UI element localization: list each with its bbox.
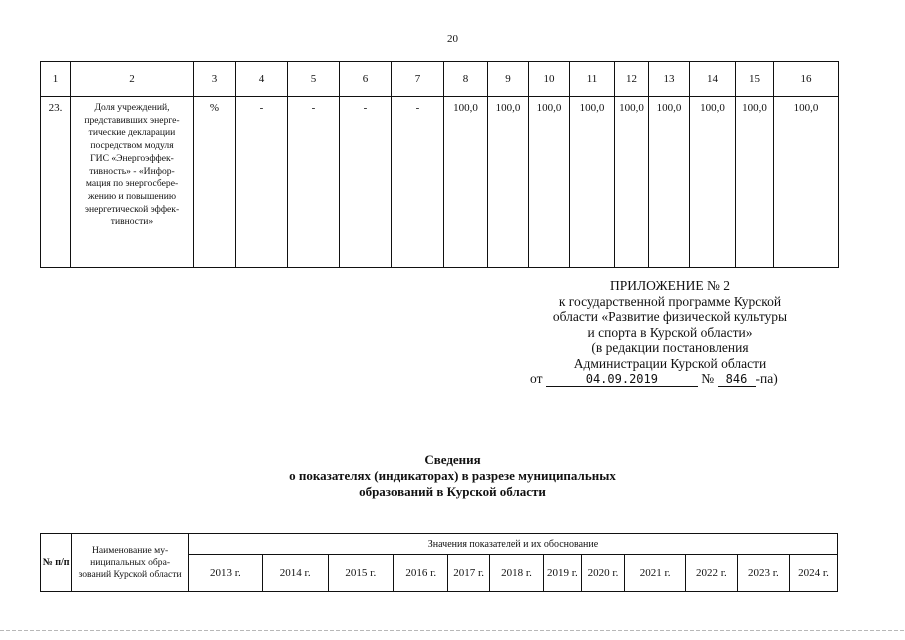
row-number: 23. [41, 97, 71, 268]
appendix-line: и спорта в Курской области» [587, 324, 753, 340]
value-cell: 100,0 [649, 97, 690, 268]
resolution-date: 04.09.2019 [546, 373, 698, 387]
year-header: 2015 г. [328, 555, 394, 592]
date-prefix: от [530, 371, 543, 386]
name-line: тические декларации [88, 127, 176, 139]
name-line: тивности» [110, 216, 154, 228]
heading-line: о показателях (индикаторах) в разрезе муниципальных [289, 468, 616, 483]
appendix-line: к государственной программе Курской [558, 293, 782, 309]
value-cell: - [288, 97, 340, 268]
column-number: 15 [736, 62, 774, 97]
name-line: тивность» - «Инфор- [89, 165, 175, 177]
name-line: энергетической эффек- [84, 203, 180, 215]
heading-line: образований в Курской области [359, 484, 546, 499]
value-cell: 100,0 [444, 97, 488, 268]
row-number-header: № п/п [41, 534, 72, 592]
value-cell: 100,0 [529, 97, 570, 268]
value-cell: - [236, 97, 288, 268]
column-number: 14 [690, 62, 736, 97]
values-header: Значения показателей и их обоснование [188, 534, 837, 555]
year-header: 2020 г. [581, 555, 625, 592]
column-number: 11 [570, 62, 615, 97]
year-header: 2022 г. [685, 555, 737, 592]
municipal-indicators-table [40, 533, 838, 592]
year-header: 2018 г. [489, 555, 543, 592]
value-cell: 100,0 [690, 97, 736, 268]
appendix-line: Администрации Курской области [573, 355, 767, 371]
column-number: 13 [649, 62, 690, 97]
value-cell: 100,0 [488, 97, 529, 268]
appendix-title: ПРИЛОЖЕНИЕ № 2 [609, 278, 731, 293]
year-header: 2023 г. [737, 555, 789, 592]
name-line: посредством модуля [90, 140, 174, 152]
table-row [41, 97, 839, 268]
year-header: 2016 г. [394, 555, 448, 592]
column-number: 9 [488, 62, 529, 97]
value-cell: 100,0 [615, 97, 649, 268]
column-number: 10 [529, 62, 570, 97]
year-header: 2021 г. [625, 555, 685, 592]
heading-line: Сведения [424, 452, 481, 467]
resolution-date-line [520, 371, 820, 387]
column-number: 7 [392, 62, 444, 97]
year-header: 2013 г. [188, 555, 262, 592]
municipality-name-header: Наименование му-ниципальных обра-зований Курской области [72, 534, 189, 592]
column-number: 3 [194, 62, 236, 97]
value-cell: 100,0 [774, 97, 839, 268]
appendix-block [520, 278, 820, 387]
appendix-line: области «Развитие физической культуры [552, 309, 788, 324]
column-number: 2 [71, 62, 194, 97]
resolution-number: 846 [718, 373, 756, 387]
name-line: ГИС «Энергоэффек- [90, 152, 174, 164]
column-number: 6 [340, 62, 392, 97]
value-cell: - [392, 97, 444, 268]
indicator-table [40, 61, 839, 268]
value-cell: 100,0 [736, 97, 774, 268]
value-cell: 100,0 [570, 97, 615, 268]
year-header: 2019 г. [544, 555, 582, 592]
year-header: 2014 г. [262, 555, 328, 592]
column-number: 12 [615, 62, 649, 97]
scan-edge-divider [0, 630, 905, 631]
page-number: 20 [447, 33, 458, 45]
name-line: Доля учреждений, [94, 102, 170, 113]
column-number: 4 [236, 62, 288, 97]
appendix-line: (в редакции постановления [591, 340, 749, 355]
name-line: жению и повышению [87, 190, 177, 202]
number-prefix: № [701, 371, 715, 386]
column-number: 16 [774, 62, 839, 97]
indicator-name [71, 97, 194, 268]
year-header: 2017 г. [448, 555, 490, 592]
unit-cell: % [194, 97, 236, 268]
name-line: представивших энерге- [84, 114, 180, 126]
section-heading [0, 452, 905, 500]
table-header-row [41, 62, 839, 97]
name-line: мация по энергосбере- [85, 178, 179, 190]
table-header-row [41, 534, 838, 555]
year-header: 2024 г. [789, 555, 837, 592]
value-cell: - [340, 97, 392, 268]
column-number: 5 [288, 62, 340, 97]
number-suffix: -па) [755, 371, 778, 386]
column-number: 8 [444, 62, 488, 97]
column-number: 1 [41, 62, 71, 97]
